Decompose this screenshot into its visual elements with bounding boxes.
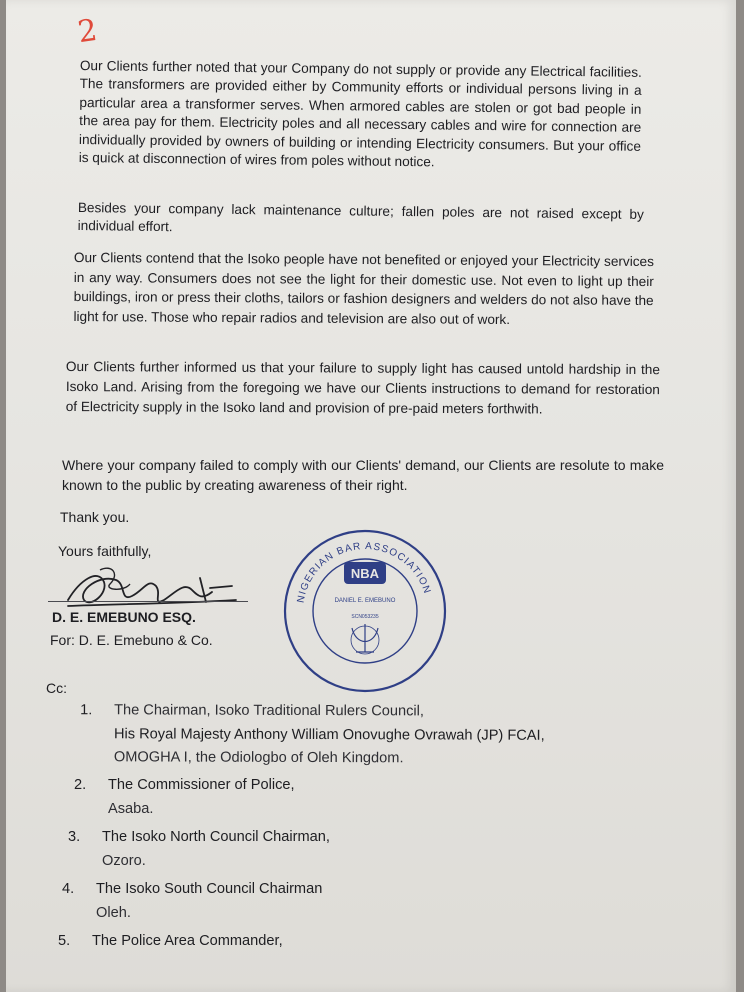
paragraph-maintenance: Besides your company lack maintenance culture; fallen poles are not raised except by individual effort. xyxy=(77,199,644,235)
seal-number: SCN053235 xyxy=(351,614,379,620)
cc-item-number: 2. xyxy=(74,777,87,793)
paragraph-warning: Where your company failed to comply with our Clients' demand, our Clients are resolute to make known to the public by creating awareness of their right. xyxy=(62,457,664,493)
cc-item-line: The Chairman, Isoko Traditional Rulers Council, xyxy=(114,702,424,720)
firm-name: For: D. E. Emebuno & Co. xyxy=(50,632,213,648)
paragraph-facilities: Our Clients further noted that your Company do not supply or provide any Electrical facilities. The transformers are provided either by Community efforts or individual persons living in a particular area a transformer serves. When armored cables are stolen or got bad people in the area pay for them. Electricity poles and all necessary cables and wire for connection are individually provided by owners of building or intending Electricity consumers. But your office is quick at disconnection of wires from poles without notice. xyxy=(78,57,642,170)
seal-badge-text: NBA xyxy=(350,566,380,581)
cc-item-5 xyxy=(58,930,283,954)
cc-item-line: Oleh. xyxy=(96,904,131,921)
cc-label: Cc: xyxy=(46,680,67,696)
paragraph-demand: Our Clients further informed us that your failure to supply light has caused untold hardship in the Isoko Land. Arising from the foregoing we have our Clients instructions to demand for restoration of Electricity supply in the Isoko land and provision of pre-paid meters forthwith. xyxy=(65,358,660,417)
valediction: Yours faithfully, xyxy=(58,543,152,559)
cc-item-3 xyxy=(68,826,330,873)
seal-ring-text: NIGERIAN BAR ASSOCIATION xyxy=(295,540,433,604)
cc-item-line: Ozoro. xyxy=(102,852,146,869)
cc-item-number: 1. xyxy=(80,702,93,719)
cc-item-number: 5. xyxy=(58,933,71,949)
cc-item-line: The Commissioner of Police, xyxy=(108,777,295,793)
cc-item-line: The Isoko North Council Chairman, xyxy=(102,829,330,845)
signature-line xyxy=(48,601,248,602)
cc-item-line: The Isoko South Council Chairman xyxy=(96,881,323,897)
nba-seal-stamp xyxy=(282,528,448,694)
cc-item-line: Asaba. xyxy=(108,800,154,817)
cc-item-number: 3. xyxy=(68,829,81,845)
cc-item-4 xyxy=(62,878,322,925)
cc-item-number: 4. xyxy=(62,881,75,897)
signatory-name: D. E. EMEBUNO ESQ. xyxy=(52,609,196,625)
seal-holder-name: DANIEL E. EMEBUNO xyxy=(334,598,396,604)
cc-item-1 xyxy=(80,699,545,771)
paragraph-services: Our Clients contend that the Isoko people have not benefited or enjoyed your Electricity services in any way. Consumers does not see the light for their domestic use. Not even to light up their buildings, iron or press their cloths, tailors or fashion designers and welders do not also have the light for use. Those who repair radios and television are also out of work. xyxy=(73,249,654,327)
cc-item-2 xyxy=(74,774,295,821)
thanks-line: Thank you. xyxy=(60,509,130,525)
cc-item-line: His Royal Majesty Anthony William Onovughe Ovrawah (JP) FCAI, xyxy=(113,725,545,744)
handwritten-page-number: 2 xyxy=(75,12,100,51)
cc-item-line: OMOGHA I, the Odiologbo of Oleh Kingdom. xyxy=(113,749,404,767)
cc-item-line: The Police Area Commander, xyxy=(92,933,283,949)
